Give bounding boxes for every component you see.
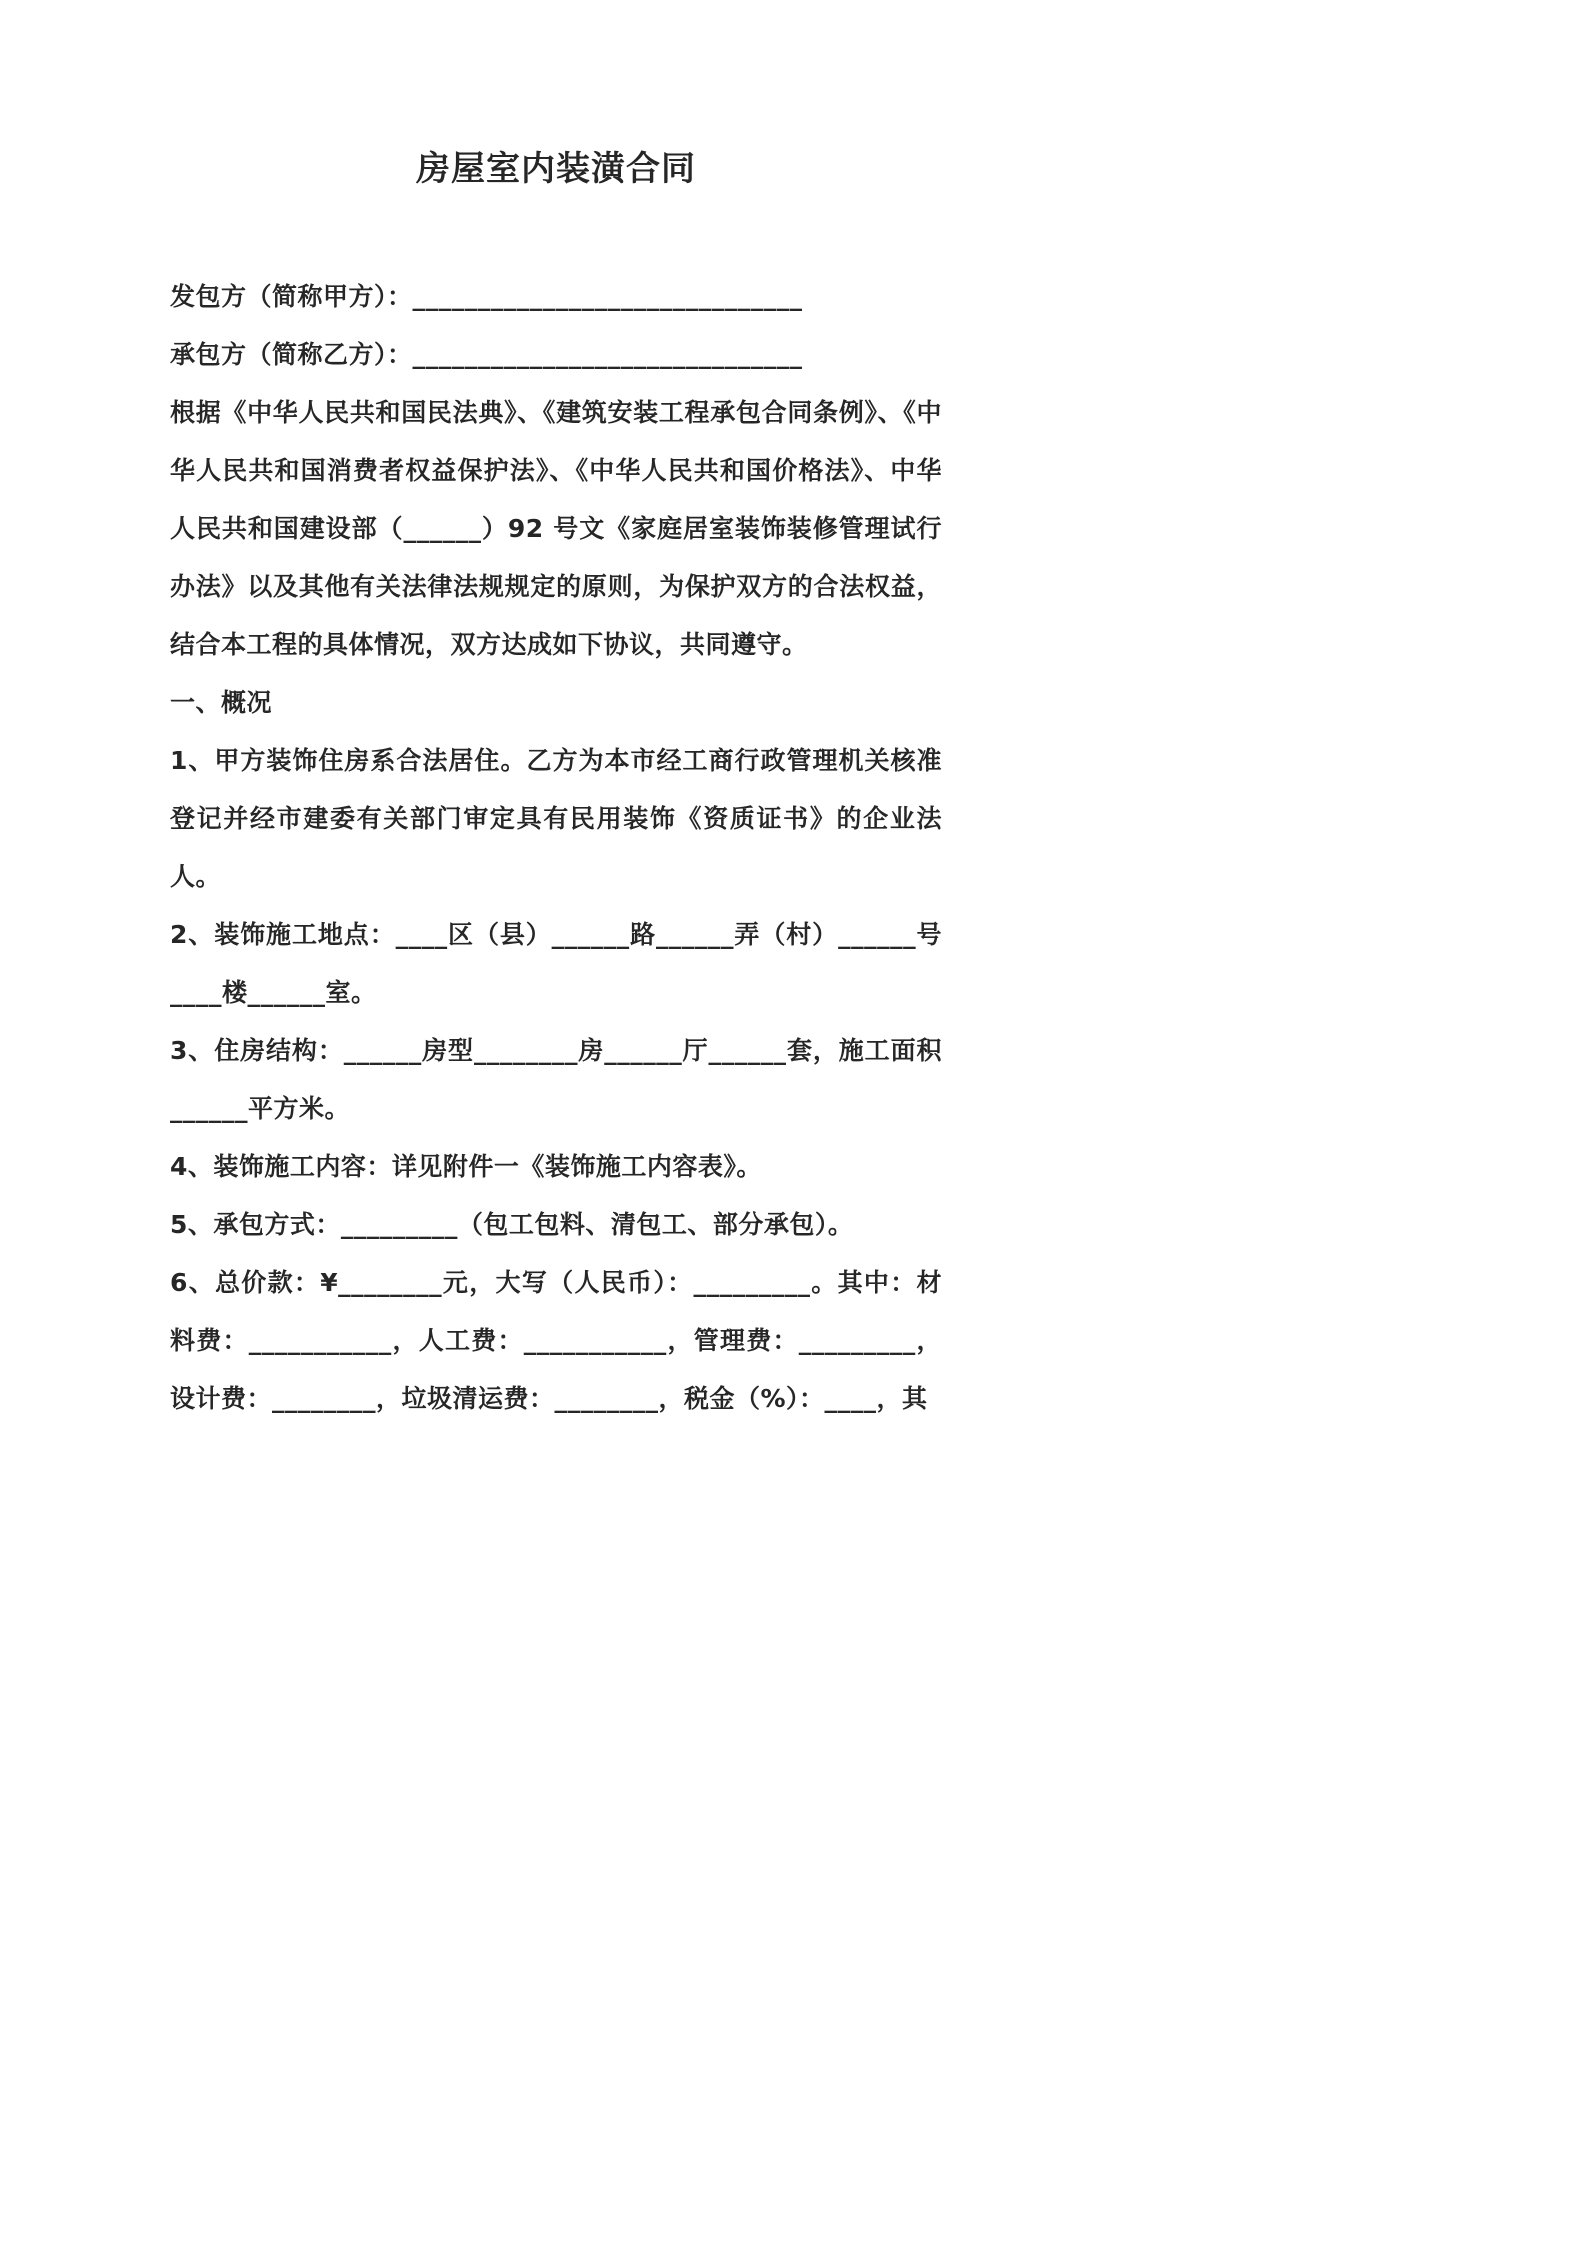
section-heading: 一、概况 — [170, 688, 273, 717]
paragraph: 发包方（简称甲方）：______________________________ — [170, 282, 803, 311]
paragraph: 3、住房结构：______房型________房______厅______套，施工面积______平方米。 — [170, 1036, 942, 1123]
paragraph: 承包方（简称乙方）：______________________________ — [170, 340, 803, 369]
paragraph: 2、装饰施工地点：____区（县）______路______弄（村）______号____楼______室。 — [170, 920, 942, 1007]
paragraph: 根据《中华人民共和国民法典》、《建筑安装工程承包合同条例》、《中华人民共和国消费者权益保护法》、《中华人民共和国价格法》、中华人民共和国建设部（______）92 号文《家庭居室装饰装修管理试行办法》以及其他有关法律法规规定的原则，为保护双方的合法权益，结合本工程的具体情况，双方达成如下协议，共同遵守。 — [170, 398, 942, 659]
paragraph: 4、装饰施工内容：详见附件一《装饰施工内容表》。 — [170, 1152, 762, 1181]
paragraph: 5、承包方式：_________（包工包料、清包工、部分承包）。 — [170, 1210, 854, 1239]
paragraph: 6、总价款：¥________元，大写（人民币）：_________。其中：材料费：___________，人工费：___________，管理费：_________，设计费：________，垃圾清运费：________，税金（%）：____，其 — [170, 1268, 942, 1413]
document-body — [170, 268, 942, 1428]
document-title: 房屋室内装潢合同 — [416, 149, 696, 189]
paragraph: 1、甲方装饰住房系合法居住。乙方为本市经工商行政管理机关核准登记并经市建委有关部门审定具有民用装饰《资质证书》的企业法人。 — [170, 746, 942, 891]
